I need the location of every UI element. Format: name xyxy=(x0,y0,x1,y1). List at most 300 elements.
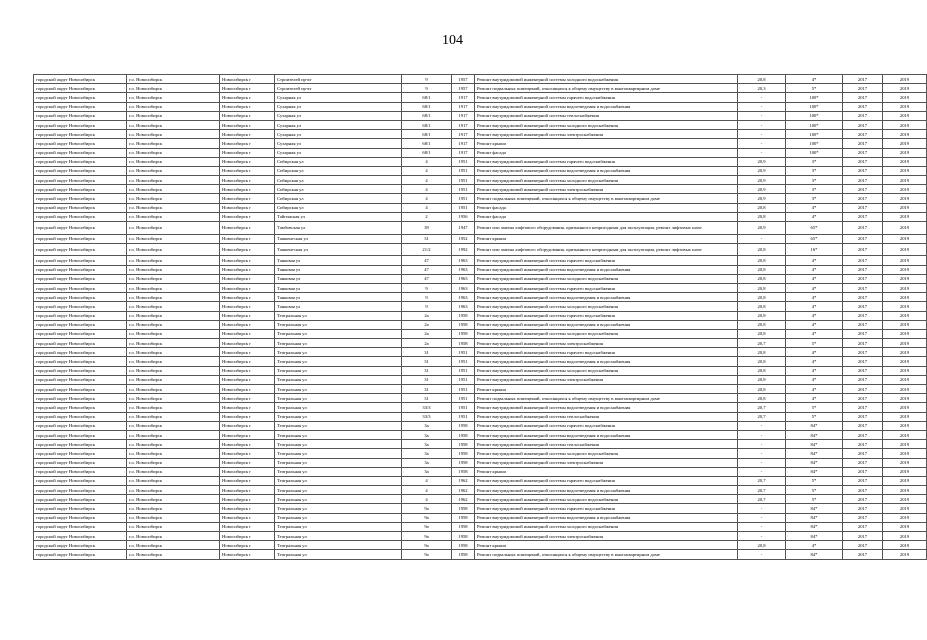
work-type-cell: Ремонт внутридомовой инженерной системы горячего водоснабжения xyxy=(475,283,738,292)
start-year-cell: 2017 xyxy=(843,430,883,439)
start-year-cell: 2017 xyxy=(843,311,883,320)
street-cell: Театральная ул xyxy=(275,430,402,439)
work-type-cell: Ремонт крыши xyxy=(475,234,738,243)
build-year-cell: 1951 xyxy=(452,375,475,384)
municipality-cell: г.о. Новосибирск xyxy=(127,532,220,541)
house-number-cell: 9 xyxy=(402,293,452,302)
district-cell: городской округ Новосибирск xyxy=(34,504,127,513)
house-number-cell: 68/1 xyxy=(402,139,452,148)
table-row xyxy=(34,102,927,111)
build-year-cell: 1917 xyxy=(452,93,475,102)
build-year-cell: 1963 xyxy=(452,283,475,292)
end-year-cell: 2019 xyxy=(883,102,927,111)
build-year-cell: 1951 xyxy=(452,194,475,203)
end-year-cell: 2019 xyxy=(883,375,927,384)
wear-percent-cell: 20,8 xyxy=(738,541,786,550)
work-type-cell: Ремонт внутридомовой инженерной системы горячего водоснабжения xyxy=(475,256,738,265)
build-year-cell: 1962 xyxy=(452,486,475,495)
priority-cell: 4* xyxy=(786,375,843,384)
street-cell: Театральная ул xyxy=(275,357,402,366)
build-year-cell: 1952 xyxy=(452,234,475,243)
house-number-cell: 68/1 xyxy=(402,111,452,120)
district-cell: городской округ Новосибирск xyxy=(34,430,127,439)
priority-cell: 5* xyxy=(786,412,843,421)
street-cell: Театральная ул xyxy=(275,449,402,458)
street-cell: Театральная ул xyxy=(275,532,402,541)
build-year-cell: 1951 xyxy=(452,166,475,175)
municipality-cell: г.о. Новосибирск xyxy=(127,430,220,439)
end-year-cell: 2019 xyxy=(883,440,927,449)
locality-cell: Новосибирск г xyxy=(220,550,275,559)
house-number-cell: 31 xyxy=(402,366,452,375)
work-type-cell: Ремонт внутридомовой инженерной системы холодного водоснабжения xyxy=(475,329,738,338)
start-year-cell: 2017 xyxy=(843,513,883,522)
end-year-cell: 2019 xyxy=(883,243,927,256)
municipality-cell: г.о. Новосибирск xyxy=(127,274,220,283)
start-year-cell: 2017 xyxy=(843,467,883,476)
street-cell: Театральная ул xyxy=(275,394,402,403)
wear-percent-cell: 20,8 xyxy=(738,293,786,302)
priority-cell: 84* xyxy=(786,504,843,513)
table-row xyxy=(34,130,927,139)
start-year-cell: 2017 xyxy=(843,176,883,185)
district-cell: городской округ Новосибирск xyxy=(34,302,127,311)
work-type-cell: Ремонт крыши xyxy=(475,385,738,394)
build-year-cell: 1957 xyxy=(452,75,475,84)
wear-percent-cell: - xyxy=(738,513,786,522)
house-number-cell: 3a xyxy=(402,440,452,449)
work-type-cell: Ремонт внутридомовой инженерной системы водоотведения и водоснабжения xyxy=(475,430,738,439)
street-cell: Театральная ул xyxy=(275,403,402,412)
wear-percent-cell: - xyxy=(738,430,786,439)
street-cell: Театральная ул xyxy=(275,476,402,485)
municipality-cell: г.о. Новосибирск xyxy=(127,139,220,148)
table-row xyxy=(34,75,927,84)
wear-percent-cell: 20,8 xyxy=(738,274,786,283)
municipality-cell: г.о. Новосибирск xyxy=(127,111,220,120)
build-year-cell: 1963 xyxy=(452,274,475,283)
house-number-cell: 4 xyxy=(402,495,452,504)
district-cell: городской округ Новосибирск xyxy=(34,274,127,283)
priority-cell: 4* xyxy=(786,394,843,403)
priority-cell: 4* xyxy=(786,385,843,394)
municipality-cell: г.о. Новосибирск xyxy=(127,449,220,458)
start-year-cell: 2017 xyxy=(843,348,883,357)
table-row xyxy=(34,449,927,458)
end-year-cell: 2019 xyxy=(883,293,927,302)
end-year-cell: 2019 xyxy=(883,329,927,338)
end-year-cell: 2019 xyxy=(883,176,927,185)
district-cell: городской округ Новосибирск xyxy=(34,212,127,221)
build-year-cell: 1958 xyxy=(452,329,475,338)
end-year-cell: 2019 xyxy=(883,513,927,522)
municipality-cell: г.о. Новосибирск xyxy=(127,265,220,274)
priority-cell: 3* xyxy=(786,176,843,185)
municipality-cell: г.о. Новосибирск xyxy=(127,421,220,430)
house-number-cell: 3a xyxy=(402,421,452,430)
build-year-cell: 1963 xyxy=(452,265,475,274)
start-year-cell: 2017 xyxy=(843,120,883,129)
house-number-cell: 31 xyxy=(402,348,452,357)
locality-cell: Новосибирск г xyxy=(220,339,275,348)
house-number-cell: 9a xyxy=(402,550,452,559)
locality-cell: Новосибирск г xyxy=(220,486,275,495)
wear-percent-cell: - xyxy=(738,522,786,531)
street-cell: Танковая ул xyxy=(275,265,402,274)
build-year-cell: 1958 xyxy=(452,320,475,329)
start-year-cell: 2017 xyxy=(843,111,883,120)
table-row xyxy=(34,532,927,541)
street-cell: Ташкентская ул xyxy=(275,234,402,243)
house-number-cell: 9 xyxy=(402,84,452,93)
district-cell: городской округ Новосибирск xyxy=(34,84,127,93)
table-row xyxy=(34,157,927,166)
street-cell: Театральная ул xyxy=(275,366,402,375)
locality-cell: Новосибирск г xyxy=(220,203,275,212)
work-type-cell: Ремонт внутридомовой инженерной системы холодного водоснабжения xyxy=(475,302,738,311)
build-year-cell: 1951 xyxy=(452,185,475,194)
priority-cell: 3* xyxy=(786,166,843,175)
end-year-cell: 2019 xyxy=(883,283,927,292)
build-year-cell: 1958 xyxy=(452,339,475,348)
build-year-cell: 1963 xyxy=(452,302,475,311)
house-number-cell: 33/3 xyxy=(402,403,452,412)
start-year-cell: 2017 xyxy=(843,93,883,102)
build-year-cell: 1958 xyxy=(452,541,475,550)
work-type-cell: Ремонт внутридомовой инженерной системы теплоснабжения xyxy=(475,111,738,120)
district-cell: городской округ Новосибирск xyxy=(34,541,127,550)
locality-cell: Новосибирск г xyxy=(220,476,275,485)
locality-cell: Новосибирск г xyxy=(220,243,275,256)
street-cell: Сухарная ул xyxy=(275,130,402,139)
work-type-cell: Ремонт внутридомовой инженерной системы холодного водоснабжения xyxy=(475,75,738,84)
table-row xyxy=(34,495,927,504)
locality-cell: Новосибирск г xyxy=(220,111,275,120)
start-year-cell: 2017 xyxy=(843,357,883,366)
district-cell: городской округ Новосибирск xyxy=(34,222,127,235)
table-row xyxy=(34,329,927,338)
start-year-cell: 2017 xyxy=(843,84,883,93)
work-type-cell: Ремонт фасада xyxy=(475,212,738,221)
work-type-cell: Ремонт внутридомовой инженерной системы водоотведения и водоснабжения xyxy=(475,357,738,366)
end-year-cell: 2019 xyxy=(883,412,927,421)
wear-percent-cell: 20,8 xyxy=(738,302,786,311)
district-cell: городской округ Новосибирск xyxy=(34,265,127,274)
table-row xyxy=(34,541,927,550)
wear-percent-cell: 20,7 xyxy=(738,495,786,504)
house-number-cell: 21/2 xyxy=(402,243,452,256)
wear-percent-cell: 20,7 xyxy=(738,339,786,348)
priority-cell: 16* xyxy=(786,243,843,256)
municipality-cell: г.о. Новосибирск xyxy=(127,329,220,338)
table-row xyxy=(34,394,927,403)
house-number-cell: 31 xyxy=(402,357,452,366)
house-number-cell: 39 xyxy=(402,222,452,235)
district-cell: городской округ Новосибирск xyxy=(34,394,127,403)
street-cell: Танковая ул xyxy=(275,256,402,265)
priority-cell: 4* xyxy=(786,293,843,302)
priority-cell: 84* xyxy=(786,550,843,559)
end-year-cell: 2019 xyxy=(883,430,927,439)
end-year-cell: 2019 xyxy=(883,504,927,513)
municipality-cell: г.о. Новосибирск xyxy=(127,504,220,513)
municipality-cell: г.о. Новосибирск xyxy=(127,75,220,84)
build-year-cell: 1957 xyxy=(452,84,475,93)
house-number-cell: 47 xyxy=(402,256,452,265)
wear-percent-cell: - xyxy=(738,139,786,148)
build-year-cell: 1958 xyxy=(452,550,475,559)
municipality-cell: г.о. Новосибирск xyxy=(127,93,220,102)
locality-cell: Новосибирск г xyxy=(220,234,275,243)
municipality-cell: г.о. Новосибирск xyxy=(127,212,220,221)
build-year-cell: 1992 xyxy=(452,243,475,256)
priority-cell: 65* xyxy=(786,234,843,243)
build-year-cell: 1958 xyxy=(452,311,475,320)
table-row xyxy=(34,311,927,320)
priority-cell: 100* xyxy=(786,148,843,157)
start-year-cell: 2017 xyxy=(843,522,883,531)
table-row xyxy=(34,256,927,265)
locality-cell: Новосибирск г xyxy=(220,102,275,111)
end-year-cell: 2019 xyxy=(883,120,927,129)
wear-percent-cell: 20,8 xyxy=(738,212,786,221)
municipality-cell: г.о. Новосибирск xyxy=(127,120,220,129)
house-number-cell: 68/1 xyxy=(402,130,452,139)
work-type-cell: Ремонт внутридомовой инженерной системы водоотведения и водоснабжения xyxy=(475,102,738,111)
street-cell: Сибирская ул xyxy=(275,203,402,212)
house-number-cell: 2a xyxy=(402,329,452,338)
wear-percent-cell: 20,8 xyxy=(738,311,786,320)
end-year-cell: 2019 xyxy=(883,421,927,430)
wear-percent-cell: 20,9 xyxy=(738,222,786,235)
street-cell: Театральная ул xyxy=(275,421,402,430)
work-type-cell: Ремонт внутридомовой инженерной системы холодного водоснабжения xyxy=(475,366,738,375)
work-type-cell: Ремонт внутридомовой инженерной системы холодного водоснабжения xyxy=(475,522,738,531)
street-cell: Театральная ул xyxy=(275,458,402,467)
end-year-cell: 2019 xyxy=(883,222,927,235)
wear-percent-cell: - xyxy=(738,449,786,458)
house-number-cell: 68/1 xyxy=(402,102,452,111)
locality-cell: Новосибирск г xyxy=(220,265,275,274)
priority-cell: 4* xyxy=(786,320,843,329)
municipality-cell: г.о. Новосибирск xyxy=(127,234,220,243)
locality-cell: Новосибирск г xyxy=(220,541,275,550)
end-year-cell: 2019 xyxy=(883,148,927,157)
locality-cell: Новосибирск г xyxy=(220,93,275,102)
priority-cell: 5* xyxy=(786,339,843,348)
work-type-cell: Ремонт крыши xyxy=(475,139,738,148)
build-year-cell: 1951 xyxy=(452,385,475,394)
municipality-cell: г.о. Новосибирск xyxy=(127,320,220,329)
table-row xyxy=(34,357,927,366)
district-cell: городской округ Новосибирск xyxy=(34,320,127,329)
street-cell: Театральная ул xyxy=(275,513,402,522)
table-row xyxy=(34,412,927,421)
table-row xyxy=(34,467,927,476)
locality-cell: Новосибирск г xyxy=(220,75,275,84)
district-cell: городской округ Новосибирск xyxy=(34,75,127,84)
locality-cell: Новосибирск г xyxy=(220,130,275,139)
locality-cell: Новосибирск г xyxy=(220,394,275,403)
locality-cell: Новосибирск г xyxy=(220,421,275,430)
house-number-cell: 3a xyxy=(402,449,452,458)
table-row xyxy=(34,185,927,194)
street-cell: Танковая ул xyxy=(275,274,402,283)
wear-percent-cell: 20,8 xyxy=(738,283,786,292)
table-row xyxy=(34,222,927,235)
build-year-cell: 1958 xyxy=(452,532,475,541)
start-year-cell: 2017 xyxy=(843,166,883,175)
priority-cell: 100* xyxy=(786,139,843,148)
end-year-cell: 2019 xyxy=(883,274,927,283)
end-year-cell: 2019 xyxy=(883,93,927,102)
locality-cell: Новосибирск г xyxy=(220,166,275,175)
table-row xyxy=(34,430,927,439)
table-row xyxy=(34,176,927,185)
priority-cell: 100* xyxy=(786,111,843,120)
build-year-cell: 1917 xyxy=(452,111,475,120)
end-year-cell: 2019 xyxy=(883,522,927,531)
work-type-cell: Ремонт подвальных помещений, относящихся к общему имуществу в многоквартирном доме xyxy=(475,394,738,403)
table-row xyxy=(34,166,927,175)
district-cell: городской округ Новосибирск xyxy=(34,532,127,541)
end-year-cell: 2019 xyxy=(883,139,927,148)
municipality-cell: г.о. Новосибирск xyxy=(127,495,220,504)
wear-percent-cell: - xyxy=(738,102,786,111)
work-type-cell: Ремонт внутридомовой инженерной системы водоотведения и водоснабжения xyxy=(475,513,738,522)
wear-percent-cell: 20,9 xyxy=(738,176,786,185)
build-year-cell: 1951 xyxy=(452,366,475,375)
table-row xyxy=(34,375,927,384)
locality-cell: Новосибирск г xyxy=(220,366,275,375)
street-cell: Театральная ул xyxy=(275,440,402,449)
table-row xyxy=(34,302,927,311)
district-cell: городской округ Новосибирск xyxy=(34,339,127,348)
municipality-cell: г.о. Новосибирск xyxy=(127,467,220,476)
table-row xyxy=(34,139,927,148)
work-type-cell: Ремонт внутридомовой инженерной системы теплоснабжения xyxy=(475,440,738,449)
wear-percent-cell: 20,9 xyxy=(738,185,786,194)
district-cell: городской округ Новосибирск xyxy=(34,166,127,175)
priority-cell: 4* xyxy=(786,256,843,265)
wear-percent-cell: - xyxy=(738,532,786,541)
table-row xyxy=(34,84,927,93)
work-type-cell: Ремонт внутридомовой инженерной системы горячего водоснабжения xyxy=(475,157,738,166)
priority-cell: 65* xyxy=(786,222,843,235)
street-cell: Театральная ул xyxy=(275,467,402,476)
wear-percent-cell: 20,9 xyxy=(738,157,786,166)
end-year-cell: 2019 xyxy=(883,394,927,403)
district-cell: городской округ Новосибирск xyxy=(34,243,127,256)
wear-percent-cell: 20,8 xyxy=(738,366,786,375)
wear-percent-cell: - xyxy=(738,130,786,139)
end-year-cell: 2019 xyxy=(883,265,927,274)
work-type-cell: Ремонт внутридомовой инженерной системы электроснабжения xyxy=(475,339,738,348)
work-type-cell: Ремонт внутридомовой инженерной системы холодного водоснабжения xyxy=(475,176,738,185)
street-cell: Танковая ул xyxy=(275,283,402,292)
house-number-cell: 2a xyxy=(402,320,452,329)
table-row xyxy=(34,293,927,302)
work-type-cell: Ремонт внутридомовой инженерной системы водоотведения и водоснабжения xyxy=(475,293,738,302)
locality-cell: Новосибирск г xyxy=(220,274,275,283)
work-type-cell: Ремонт внутридомовой инженерной системы водоотведения и водоснабжения xyxy=(475,486,738,495)
priority-cell: 84* xyxy=(786,513,843,522)
priority-cell: 3* xyxy=(786,185,843,194)
build-year-cell: 1962 xyxy=(452,495,475,504)
district-cell: городской округ Новосибирск xyxy=(34,476,127,485)
build-year-cell: 1917 xyxy=(452,120,475,129)
municipality-cell: г.о. Новосибирск xyxy=(127,203,220,212)
locality-cell: Новосибирск г xyxy=(220,302,275,311)
wear-percent-cell: 20,8 xyxy=(738,265,786,274)
table-row xyxy=(34,111,927,120)
house-number-cell: 2a xyxy=(402,339,452,348)
locality-cell: Новосибирск г xyxy=(220,256,275,265)
start-year-cell: 2017 xyxy=(843,440,883,449)
municipality-cell: г.о. Новосибирск xyxy=(127,486,220,495)
build-year-cell: 1951 xyxy=(452,203,475,212)
house-number-cell: 31 xyxy=(402,234,452,243)
work-type-cell: Ремонт внутридомовой инженерной системы холодного водоснабжения xyxy=(475,274,738,283)
locality-cell: Новосибирск г xyxy=(220,84,275,93)
priority-cell: 84* xyxy=(786,430,843,439)
table-row xyxy=(34,120,927,129)
house-number-cell: 3a xyxy=(402,467,452,476)
district-cell: городской округ Новосибирск xyxy=(34,495,127,504)
start-year-cell: 2017 xyxy=(843,75,883,84)
wear-percent-cell: 20,7 xyxy=(738,412,786,421)
municipality-cell: г.о. Новосибирск xyxy=(127,403,220,412)
end-year-cell: 2019 xyxy=(883,157,927,166)
district-cell: городской округ Новосибирск xyxy=(34,412,127,421)
priority-cell: 84* xyxy=(786,421,843,430)
start-year-cell: 2017 xyxy=(843,504,883,513)
house-number-cell: 9a xyxy=(402,532,452,541)
house-number-cell: 3a xyxy=(402,430,452,439)
start-year-cell: 2017 xyxy=(843,234,883,243)
street-cell: Сухарная ул xyxy=(275,93,402,102)
work-type-cell: Ремонт внутридомовой инженерной системы холодного водоснабжения xyxy=(475,120,738,129)
priority-cell: 5* xyxy=(786,495,843,504)
wear-percent-cell: 20,8 xyxy=(738,256,786,265)
district-cell: городской округ Новосибирск xyxy=(34,366,127,375)
end-year-cell: 2019 xyxy=(883,541,927,550)
table-row xyxy=(34,522,927,531)
district-cell: городской округ Новосибирск xyxy=(34,139,127,148)
wear-percent-cell: 20,7 xyxy=(738,486,786,495)
district-cell: городской округ Новосибирск xyxy=(34,185,127,194)
end-year-cell: 2019 xyxy=(883,532,927,541)
municipality-cell: г.о. Новосибирск xyxy=(127,394,220,403)
end-year-cell: 2019 xyxy=(883,302,927,311)
district-cell: городской округ Новосибирск xyxy=(34,449,127,458)
build-year-cell: 1958 xyxy=(452,522,475,531)
table-row xyxy=(34,513,927,522)
municipality-cell: г.о. Новосибирск xyxy=(127,311,220,320)
build-year-cell: 1963 xyxy=(452,256,475,265)
locality-cell: Новосибирск г xyxy=(220,329,275,338)
wear-percent-cell: 20,8 xyxy=(738,320,786,329)
table-row xyxy=(34,203,927,212)
start-year-cell: 2017 xyxy=(843,256,883,265)
locality-cell: Новосибирск г xyxy=(220,504,275,513)
end-year-cell: 2019 xyxy=(883,234,927,243)
district-cell: городской округ Новосибирск xyxy=(34,311,127,320)
district-cell: городской округ Новосибирск xyxy=(34,403,127,412)
wear-percent-cell: - xyxy=(738,421,786,430)
house-number-cell: 2 xyxy=(402,212,452,221)
start-year-cell: 2017 xyxy=(843,366,883,375)
